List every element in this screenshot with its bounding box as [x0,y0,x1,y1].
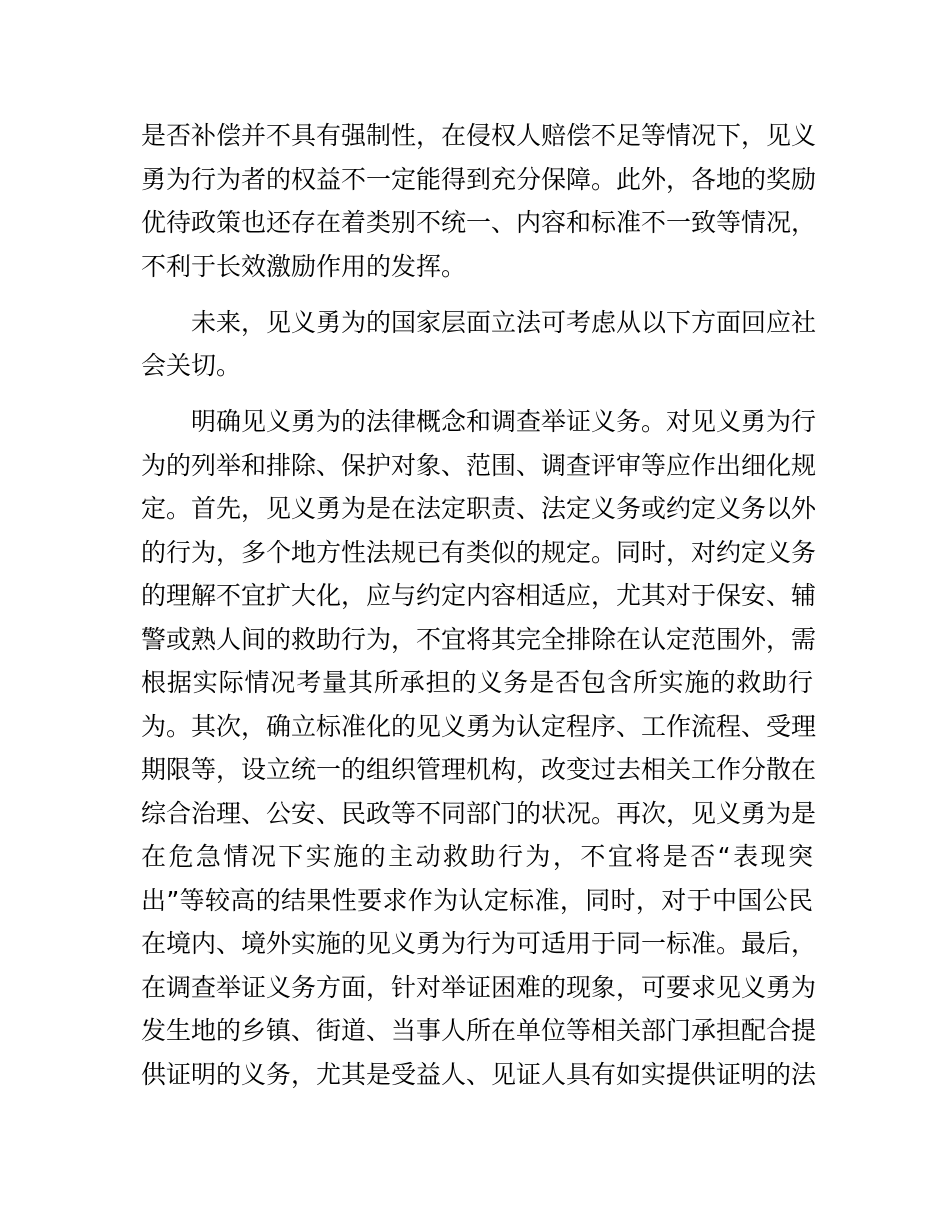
text-line: 会关切。 [141,351,242,380]
text-line: 不利于长效激励作用的发挥。 [141,252,467,281]
text-line: 出”等较高的结果性要求作为认定标准，同时，对于中国公民 [141,886,813,915]
text-line: 在危急情况下实施的主动救助行为，不宜将是否“表现突 [141,842,813,871]
text-line: 的行为，多个地方性法规已有类似的规定。同时，对约定义务 [141,538,817,567]
text-line: 明确见义勇为的法律概念和调查举证义务。对见义勇为行 [191,407,817,436]
text-line: 的理解不宜扩大化，应与约定内容相适应，尤其对于保安、辅 [141,581,817,610]
text-line: 为的列举和排除、保护对象、范围、调查评审等应作出细化规 [141,451,817,480]
text-line: 在调查举证义务方面，针对举证困难的现象，可要求见义勇为 [141,973,817,1002]
text-line: 在境内、境外实施的见义勇为行为可适用于同一标准。最后， [141,929,817,958]
text-line: 供证明的义务，尤其是受益人、见证人具有如实提供证明的法 [141,1060,817,1089]
text-line: 为。其次，确立标准化的见义勇为认定程序、工作流程、受理 [141,712,817,741]
text-line: 优待政策也还存在着类别不统一、内容和标准不一致等情况， [141,208,817,237]
text-line: 勇为行为者的权益不一定能得到充分保障。此外，各地的奖励 [141,165,817,194]
text-line: 警或熟人间的救助行为，不宜将其完全排除在认定范围外，需 [141,625,817,654]
text-line: 定。首先，见义勇为是在法定职责、法定义务或约定义务以外 [141,494,817,523]
text-line: 发生地的乡镇、街道、当事人所在单位等相关部门承担配合提 [141,1016,817,1045]
text-line: 未来，见义勇为的国家层面立法可考虑从以下方面回应社 [191,308,817,337]
text-line: 根据实际情况考量其所承担的义务是否包含所实施的救助行 [141,668,813,697]
text-line: 期限等，设立统一的组织管理机构，改变过去相关工作分散在 [141,755,817,784]
text-line: 是否补偿并不具有强制性，在侵权人赔偿不足等情况下，见义 [141,121,817,150]
text-line: 综合治理、公安、民政等不同部门的状况。再次，见义勇为是 [141,799,817,828]
